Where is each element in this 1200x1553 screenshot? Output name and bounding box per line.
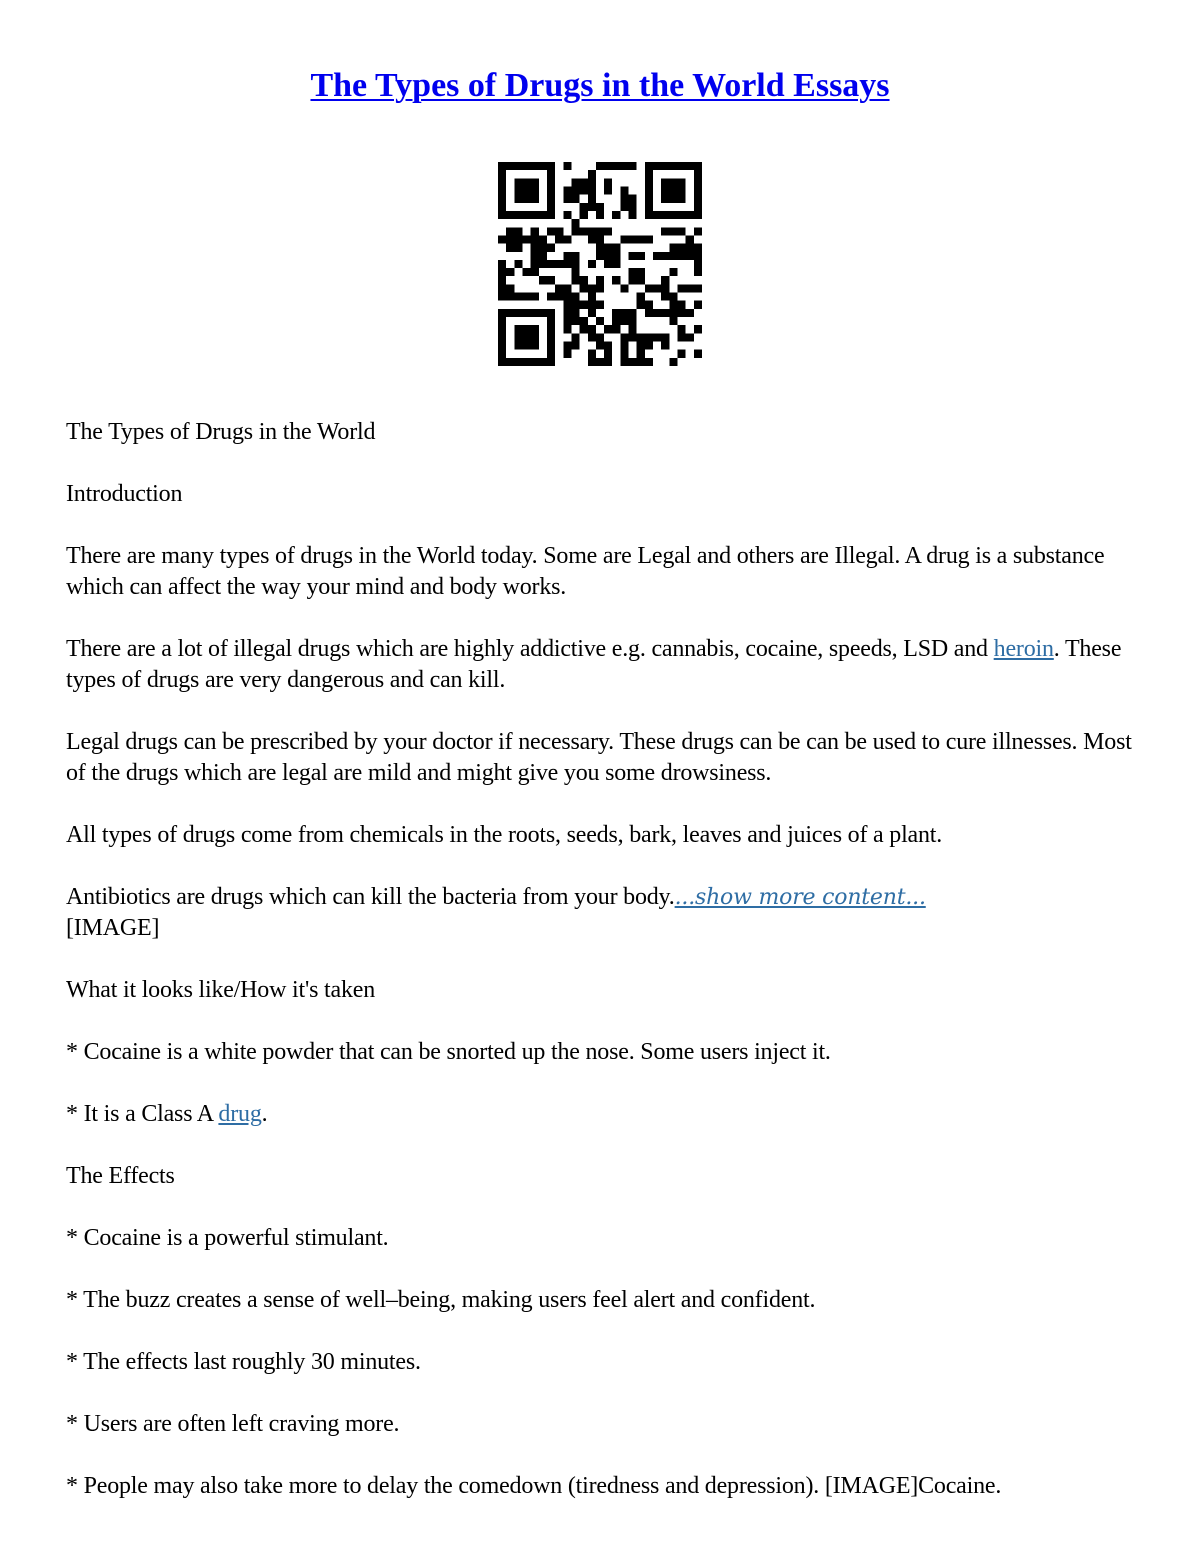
qr-module [596, 358, 604, 366]
drug-link[interactable]: drug [218, 1101, 262, 1127]
qr-module [596, 317, 604, 325]
qr-module [563, 301, 571, 309]
essay-body [66, 417, 1146, 1533]
effects-label: The Effects [66, 1163, 175, 1189]
qr-module [669, 227, 677, 235]
qr-module [498, 276, 506, 284]
qr-module [629, 276, 637, 284]
qr-module [498, 293, 506, 301]
qr-module [580, 178, 588, 186]
paragraph-4: All types of drugs come from chemicals in the roots, seeds, bark, leaves and juices of a plant. [66, 822, 943, 848]
qr-module [620, 203, 628, 211]
qr-module [653, 333, 661, 341]
qr-module [620, 235, 628, 243]
qr-module [620, 162, 628, 170]
qr-module [629, 211, 637, 219]
qr-module [563, 325, 571, 333]
qr-module [612, 252, 620, 260]
qr-module [571, 219, 579, 227]
qr-module [522, 235, 530, 243]
qr-module [571, 260, 579, 268]
qr-module [514, 244, 522, 252]
qr-module [612, 276, 620, 284]
qr-module [645, 309, 653, 317]
qr-module [580, 301, 588, 309]
qr-module [637, 350, 645, 358]
qr-module [637, 301, 645, 309]
qr-module [661, 309, 669, 317]
qr-module [669, 301, 677, 309]
qr-module [678, 244, 686, 252]
qr-module [498, 284, 506, 292]
qr-module [637, 252, 645, 260]
bullet-6: * Users are often left craving more. [66, 1411, 400, 1437]
qr-module [645, 358, 653, 366]
qr-code-icon [498, 162, 702, 366]
qr-module [571, 186, 579, 194]
qr-module [506, 268, 514, 276]
qr-module [645, 333, 653, 341]
qr-module [588, 227, 596, 235]
qr-module [580, 227, 588, 235]
qr-module [596, 342, 604, 350]
qr-module [661, 276, 669, 284]
qr-module [678, 252, 686, 260]
bullet-4: * The buzz creates a sense of well–being, making users feel alert and confident. [66, 1287, 816, 1313]
qr-module [629, 162, 637, 170]
qr-module [514, 235, 522, 243]
qr-module [531, 260, 539, 268]
qr-module [669, 268, 677, 276]
essay-heading: The Types of Drugs in the World [66, 419, 376, 445]
qr-module [661, 284, 669, 292]
paragraph-2 [66, 634, 1146, 696]
qr-module [686, 284, 694, 292]
qr-module [629, 333, 637, 341]
qr-module [547, 293, 555, 301]
qr-module [612, 211, 620, 219]
qr-module [596, 284, 604, 292]
qr-module [596, 203, 604, 211]
qr-module [604, 252, 612, 260]
qr-module [620, 333, 628, 341]
qr-module [514, 293, 522, 301]
qr-module [620, 317, 628, 325]
qr-module [678, 227, 686, 235]
qr-module [563, 186, 571, 194]
qr-module [686, 333, 694, 341]
qr-module [531, 244, 539, 252]
qr-module [694, 260, 702, 268]
bullet-2-text-b: . [261, 1101, 268, 1127]
qr-module [563, 252, 571, 260]
qr-module [669, 309, 677, 317]
qr-module [620, 350, 628, 358]
paragraph-1: There are many types of drugs in the World today. Some are Legal and others are Illegal. A drug is a substance which can affect the way your mind and body works. [66, 543, 1105, 600]
qr-module [669, 293, 677, 301]
qr-module [694, 325, 702, 333]
paragraph-2-text-b: . These types of drugs are very dangerous and can kill. [66, 636, 1122, 693]
qr-module [563, 260, 571, 268]
qr-module [563, 235, 571, 243]
qr-module [694, 301, 702, 309]
heroin-link[interactable]: heroin [993, 636, 1054, 662]
qr-module [539, 244, 547, 252]
qr-module [678, 284, 686, 292]
qr-module [620, 195, 628, 203]
qr-module [588, 170, 596, 178]
qr-module [686, 309, 694, 317]
qr-module [506, 284, 514, 292]
qr-module [694, 227, 702, 235]
qr-module [571, 252, 579, 260]
qr-module [547, 276, 555, 284]
qr-module [637, 342, 645, 350]
qr-module [653, 284, 661, 292]
qr-module [645, 301, 653, 309]
qr-module [694, 350, 702, 358]
qr-module [588, 333, 596, 341]
qr-module [629, 203, 637, 211]
qr-module [588, 186, 596, 194]
qr-module [539, 252, 547, 260]
qr-module [596, 301, 604, 309]
qr-module [588, 284, 596, 292]
qr-module [604, 178, 612, 186]
qr-module [678, 301, 686, 309]
qr-module [637, 358, 645, 366]
qr-module [514, 260, 522, 268]
qr-module [686, 244, 694, 252]
qr-module [514, 227, 522, 235]
qr-module [555, 293, 563, 301]
qr-module [653, 252, 661, 260]
qr-module [506, 227, 514, 235]
qr-module [637, 293, 645, 301]
qr-module [686, 235, 694, 243]
qr-module [571, 333, 579, 341]
qr-module [637, 268, 645, 276]
qr-module [694, 284, 702, 292]
qr-module [612, 260, 620, 268]
qr-module [629, 195, 637, 203]
qr-module [629, 358, 637, 366]
qr-module [645, 342, 653, 350]
qr-module [661, 293, 669, 301]
qr-module [596, 211, 604, 219]
page-title [0, 64, 1200, 108]
qr-module [612, 244, 620, 252]
qr-module [612, 325, 620, 333]
qr-module [563, 350, 571, 358]
qr-module [604, 350, 612, 358]
qr-module [645, 284, 653, 292]
qr-module [547, 227, 555, 235]
qr-module [522, 293, 530, 301]
qr-module [571, 227, 579, 235]
qr-module [588, 358, 596, 366]
qr-module [571, 309, 579, 317]
qr-module [547, 260, 555, 268]
qr-module [596, 235, 604, 243]
paragraph-3: Legal drugs can be prescribed by your doctor if necessary. These drugs can be can be used to cure illnesses. Most of the drugs which are legal are mild and might give you some drowsiness. [66, 729, 1132, 786]
looks-label: What it looks like/How it's taken [66, 977, 376, 1003]
qr-module [661, 252, 669, 260]
paragraph-5 [66, 882, 1146, 944]
qr-module [531, 268, 539, 276]
qr-module [531, 235, 539, 243]
show-more-link[interactable]: ...show more content... [674, 885, 926, 910]
qr-module [539, 276, 547, 284]
qr-module [498, 260, 506, 268]
qr-module [498, 268, 506, 276]
qr-module [604, 342, 612, 350]
qr-module [629, 252, 637, 260]
qr-module [604, 227, 612, 235]
qr-module [571, 293, 579, 301]
image-placeholder: [IMAGE] [66, 915, 160, 941]
qr-module [555, 227, 563, 235]
qr-module [596, 162, 604, 170]
qr-module [563, 317, 571, 325]
qr-module [629, 317, 637, 325]
qr-module [620, 358, 628, 366]
qr-module [571, 178, 579, 186]
qr-module [506, 293, 514, 301]
bullet-2 [66, 1099, 1146, 1130]
qr-module [612, 162, 620, 170]
qr-module [506, 244, 514, 252]
qr-module [588, 293, 596, 301]
qr-module [571, 317, 579, 325]
qr-module [678, 333, 686, 341]
qr-module [661, 333, 669, 341]
qr-module [612, 309, 620, 317]
qr-module [571, 301, 579, 309]
bullet-1: * Cocaine is a white powder that can be snorted up the nose. Some users inject it. [66, 1039, 831, 1065]
paragraph-5-text: Antibiotics are drugs which can kill the bacteria from your body. [66, 884, 675, 910]
qr-module [596, 276, 604, 284]
qr-module [563, 284, 571, 292]
qr-module [629, 325, 637, 333]
qr-module [580, 203, 588, 211]
qr-module [563, 211, 571, 219]
qr-module [506, 235, 514, 243]
qr-module [669, 252, 677, 260]
qr-module [604, 358, 612, 366]
qr-module [588, 260, 596, 268]
qr-module [694, 244, 702, 252]
qr-module [596, 227, 604, 235]
qr-module [669, 244, 677, 252]
qr-module [629, 235, 637, 243]
qr-module [686, 252, 694, 260]
qr-module [669, 358, 677, 366]
qr-module [571, 195, 579, 203]
qr-module [620, 284, 628, 292]
qr-module [620, 342, 628, 350]
qr-module [563, 195, 571, 203]
qr-module [629, 268, 637, 276]
qr-module [563, 293, 571, 301]
qr-module [678, 325, 686, 333]
bullet-5: * The effects last roughly 30 minutes. [66, 1349, 421, 1375]
qr-module [596, 333, 604, 341]
qr-module [571, 276, 579, 284]
qr-module [563, 162, 571, 170]
bullet-3: * Cocaine is a powerful stimulant. [66, 1225, 389, 1251]
qr-module [637, 276, 645, 284]
qr-module [588, 309, 596, 317]
qr-module [531, 227, 539, 235]
qr-module [555, 260, 563, 268]
qr-module [531, 293, 539, 301]
qr-module [629, 309, 637, 317]
title-link[interactable]: The Types of Drugs in the World Essays [310, 67, 890, 104]
qr-module [563, 342, 571, 350]
qr-module [580, 186, 588, 194]
qr-module [620, 309, 628, 317]
qr-module [604, 325, 612, 333]
qr-module [669, 317, 677, 325]
qr-module [596, 244, 604, 252]
qr-module [571, 342, 579, 350]
bullet-2-text-a: * It is a Class A [66, 1101, 219, 1127]
qr-module [678, 350, 686, 358]
qr-module [588, 235, 596, 243]
qr-module [588, 195, 596, 203]
qr-module [612, 317, 620, 325]
qr-module [678, 309, 686, 317]
qr-module [580, 211, 588, 219]
qr-module [522, 268, 530, 276]
qr-module [604, 186, 612, 194]
qr-module [498, 235, 506, 243]
qr-module [580, 325, 588, 333]
qr-module [588, 350, 596, 358]
qr-module [653, 309, 661, 317]
qr-module [547, 244, 555, 252]
qr-module [588, 325, 596, 333]
qr-module [588, 178, 596, 186]
qr-module [604, 162, 612, 170]
qr-module [588, 203, 596, 211]
qr-module [580, 284, 588, 292]
qr-module [539, 235, 547, 243]
qr-module [555, 235, 563, 243]
qr-module [604, 244, 612, 252]
intro-label: Introduction [66, 481, 183, 507]
qr-module [539, 260, 547, 268]
paragraph-2-text-a: There are a lot of illegal drugs which are highly addictive e.g. cannabis, cocaine, speeds, LSD and [66, 636, 994, 662]
qr-module [571, 268, 579, 276]
qr-module [563, 309, 571, 317]
qr-module [645, 235, 653, 243]
qr-module [531, 252, 539, 260]
qr-module [596, 252, 604, 260]
qr-module [661, 342, 669, 350]
qr-module [694, 252, 702, 260]
qr-module [580, 317, 588, 325]
qr-module [637, 333, 645, 341]
qr-module [620, 186, 628, 194]
qr-module [694, 268, 702, 276]
qr-module [637, 235, 645, 243]
qr-module [604, 260, 612, 268]
qr-module [580, 276, 588, 284]
qr-module [661, 227, 669, 235]
qr-module [555, 284, 563, 292]
qr-module [588, 301, 596, 309]
bullet-7: * People may also take more to delay the comedown (tiredness and depression). [IMAGE]Cocaine. [66, 1473, 1002, 1499]
